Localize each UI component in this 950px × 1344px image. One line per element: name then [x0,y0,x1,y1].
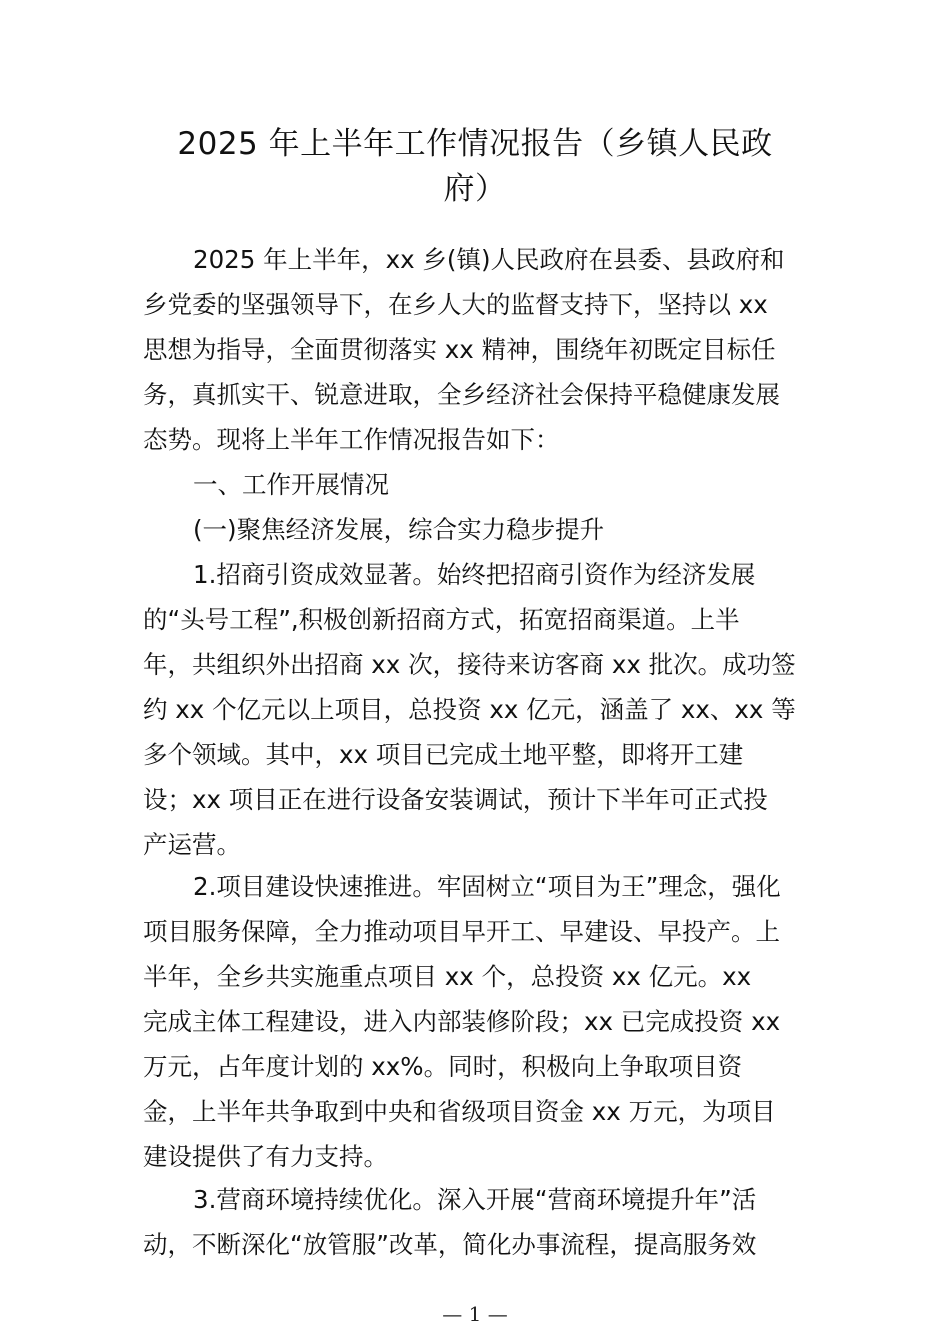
text-line: 态势。现将上半年工作情况报告如下： [143,425,560,454]
heading-line: 一、工作开展情况 [193,470,389,499]
paragraph-intro [143,237,813,462]
text-line: 思想为指导，全面贯彻落实 xx 精神，围绕年初既定目标任 [143,335,776,364]
title-line-2: 府） [443,171,507,207]
document-title [145,118,805,208]
text-line: 万元，占年度计划的 xx%。同时，积极向上争取项目资 [143,1052,743,1081]
text-line: 金，上半年共争取到中央和省级项目资金 xx 万元，为项目 [143,1097,776,1126]
text-line: 多个领域。其中，xx 项目已完成土地平整，即将开工建 [143,740,744,769]
paragraph-item-1 [143,552,813,867]
text-line: 年，共组织外出招商 xx 次，接待来访客商 xx 批次。成功签 [143,650,796,679]
text-line: 半年，全乡共实施重点项目 xx 个，总投资 xx 亿元。xx [143,962,752,991]
text-line: 2025 年上半年，xx 乡(镇)人民政府在县委、县政府和 [193,245,785,274]
text-line: 务，真抓实干、锐意进取，全乡经济社会保持平稳健康发展 [143,380,780,409]
text-line: 项目服务保障，全力推动项目早开工、早建设、早投产。上 [143,917,780,946]
heading-line: (一)聚焦经济发展，综合实力稳步提升 [193,515,605,544]
section-heading [143,462,813,507]
text-line: 建设提供了有力支持。 [143,1142,388,1171]
text-line: 3.营商环境持续优化。深入开展“营商环境提升年”活 [193,1185,757,1214]
text-line: 1.招商引资成效显著。始终把招商引资作为经济发展 [193,560,756,589]
text-line: 产运营。 [143,830,241,859]
page-number: — 1 — [442,1302,508,1326]
text-line: 的“头号工程”,积极创新招商方式，拓宽招商渠道。上半 [143,605,740,634]
text-line: 2.项目建设快速推进。牢固树立“项目为王”理念，强化 [193,872,781,901]
title-line-1: 2025 年上半年工作情况报告（乡镇人民政 [177,126,773,162]
paragraph-item-3 [143,1177,813,1267]
text-line: 乡党委的坚强领导下，在乡人大的监督支持下，坚持以 xx [143,290,768,319]
paragraph-item-2 [143,864,813,1179]
subsection-heading [143,507,813,552]
text-line: 设；xx 项目正在进行设备安装调试，预计下半年可正式投 [143,785,768,814]
text-line: 动，不断深化“放管服”改革，简化办事流程，提高服务效 [143,1230,757,1259]
text-line: 完成主体工程建设，进入内部装修阶段；xx 已完成投资 xx [143,1007,781,1036]
text-line: 约 xx 个亿元以上项目，总投资 xx 亿元，涵盖了 xx、xx 等 [143,695,796,724]
